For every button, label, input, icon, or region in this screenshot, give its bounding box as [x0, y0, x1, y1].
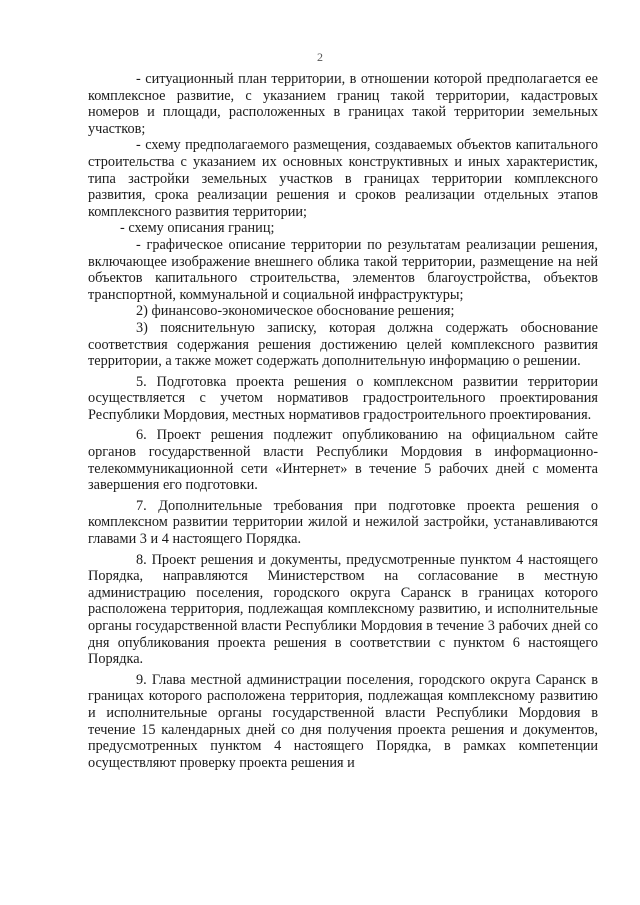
paragraph-item-6: 6. Проект решения подлежит опубликованию на официальном сайте органов государственной власти Республики Мордовия в информационно-телекоммуникационной сети «Интернет» в течение 5 рабочих дней с момента завершения его подготовки. [88, 427, 598, 494]
paragraph-placement-scheme: - схему предполагаемого размещения, создаваемых объектов капитального строительства с указанием их основных конструктивных и иных характеристик, типа застройки земельных участков в границах территории комплексного развития, срока реализации решения и сроков реализации отдельных этапов комплексного развития территории; [88, 137, 598, 220]
page-number: 2 [317, 50, 323, 64]
document-body [88, 71, 598, 771]
paragraph-item-9: 9. Глава местной администрации поселения, городского округа Саранск в границах которого расположена территория, подлежащая комплексному развитию и исполнительные органы государственной власти Республики Мордовия в течение 15 календарных дней со дня получения проекта решения и документов, предусмотренных пунктом 4 настоящего Порядка, в рамках компетенции осуществляют проверку проекта решения и [88, 671, 598, 771]
paragraph-situational-plan: - ситуационный план территории, в отношении которой предполагается ее комплексное развитие, с указанием границ такой территории, кадастровых номеров и площади, расположенных в границах такой территории земельных участков; [88, 71, 598, 137]
paragraph-item-7: 7. Дополнительные требования при подготовке проекта решения о комплексном развитии территории жилой и нежилой застройки, устанавливаются главами 3 и 4 настоящего Порядка. [88, 497, 598, 548]
paragraph-item-8: 8. Проект решения и документы, предусмотренные пунктом 4 настоящего Порядка, направляются Министерством на согласование в местную администрацию поселения, городского округа Саранск в границах которого расположена территория, подлежащая комплексному развитию, и исполнительные органы государственной власти Республики Мордовия в течение 3 рабочих дней со дня опубликования проекта решения в соответствии с пунктом 6 настоящего Порядка. [88, 551, 598, 668]
paragraph-explanatory-note: 3) пояснительную записку, которая должна содержать обоснование соответствия содержания решения достижению целей комплексного развития территории, а также может содержать дополнительную информацию о решении. [88, 319, 598, 370]
paragraph-graphic-description: - графическое описание территории по результатам реализации решения, включающее изображение внешнего облика такой территории, размещение на ней объектов капитального строительства, элементов благоустройства, объектов транспортной, коммунальной и социальной инфраструктуры; [88, 236, 598, 303]
paragraph-boundary-scheme: - схему описания границ; [120, 220, 275, 237]
paragraph-item-5: 5. Подготовка проекта решения о комплексном развитии территории осуществляется с учетом нормативов градостроительного проектирования Республики Мордовия, местных нормативов градостроительного проектирования. [88, 373, 598, 423]
paragraph-financial-justification: 2) финансово-экономическое обоснование решения; [136, 303, 455, 320]
